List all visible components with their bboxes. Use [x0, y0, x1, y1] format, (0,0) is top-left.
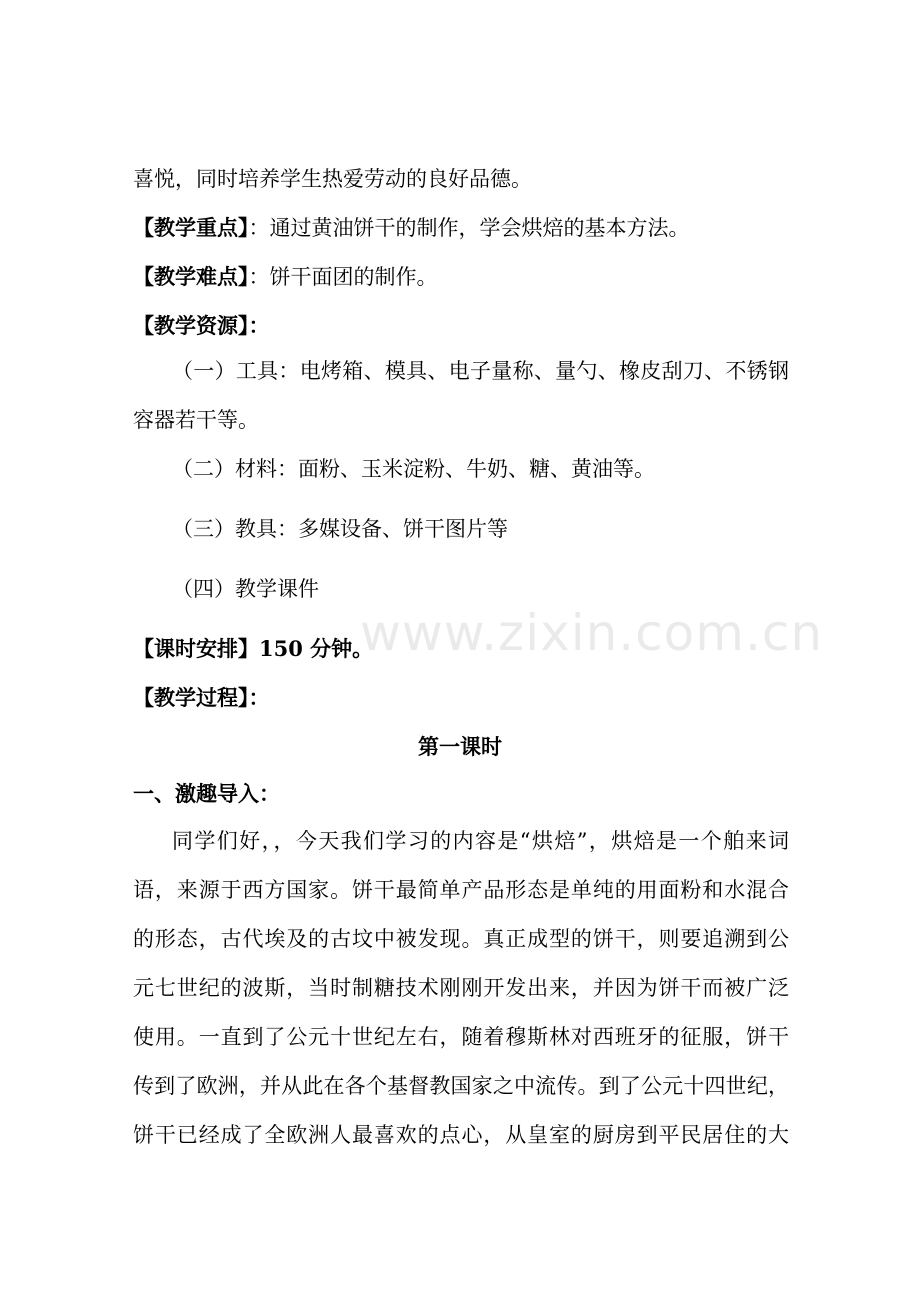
difficult-point-row: [133, 263, 438, 291]
paragraph-line: 的形态，古代埃及的古坟中被发现。真正成型的饼干，则要追溯到公: [133, 927, 789, 951]
resources-colon: ：: [248, 313, 270, 338]
resources-tools-line2: 容器若干等。: [133, 408, 259, 432]
paragraph-line: 同学们好，，今天我们学习的内容是“烘焙”，烘焙是一个舶来词: [172, 829, 789, 853]
paragraph-line: 传到了欧洲，并从此在各个基督教国家之中流传。到了公元十四世纪，: [133, 1074, 789, 1098]
process-colon: ：: [248, 685, 270, 710]
key-point-text: ：通过黄油饼干的制作，学会烘焙的基本方法。: [248, 216, 690, 240]
watermark: www.zixin.com.cn: [360, 604, 824, 662]
key-point-row: [133, 214, 690, 242]
intro-tail-text: 喜悦，同时培养学生热爱劳动的良好品德。: [133, 167, 532, 191]
process-label: 【教学过程】: [133, 685, 249, 710]
resources-materials: （二）材料：面粉、玉米淀粉、牛奶、糖、黄油等。: [172, 457, 655, 481]
difficult-point-label: 【教学难点】: [133, 264, 249, 289]
schedule-row: 【课时安排】150 分钟。: [133, 636, 374, 661]
lesson-title: 第一课时: [418, 734, 502, 759]
paragraph-line: 使用。一直到了公元十世纪左右，随着穆斯林对西班牙的征服，饼干: [133, 1025, 789, 1049]
paragraph-line: 饼干已经成了全欧洲人最喜欢的点心，从皇室的厨房到平民居住的大: [133, 1123, 789, 1147]
resources-tools-line1: （一）工具：电烤箱、模具、电子量称、量勺、橡皮刮刀、不锈钢: [172, 359, 789, 383]
section-one-heading: 一、激趣导入：: [133, 781, 280, 806]
process-row: [133, 684, 270, 712]
key-point-label: 【教学重点】: [133, 215, 249, 240]
resources-label: 【教学资源】: [133, 313, 249, 338]
paragraph-line: 元七世纪的波斯，当时制糖技术刚刚开发出来，并因为饼干而被广泛: [133, 976, 789, 1000]
resources-aids: （三）教具：多媒设备、饼干图片等: [172, 517, 508, 541]
difficult-point-text: ：饼干面团的制作。: [248, 265, 438, 289]
resources-courseware: （四）教学课件: [172, 577, 319, 601]
resources-row: [133, 312, 270, 340]
paragraph-line: 语，来源于西方国家。饼干最简单产品形态是单纯的用面粉和水混合: [133, 878, 789, 902]
